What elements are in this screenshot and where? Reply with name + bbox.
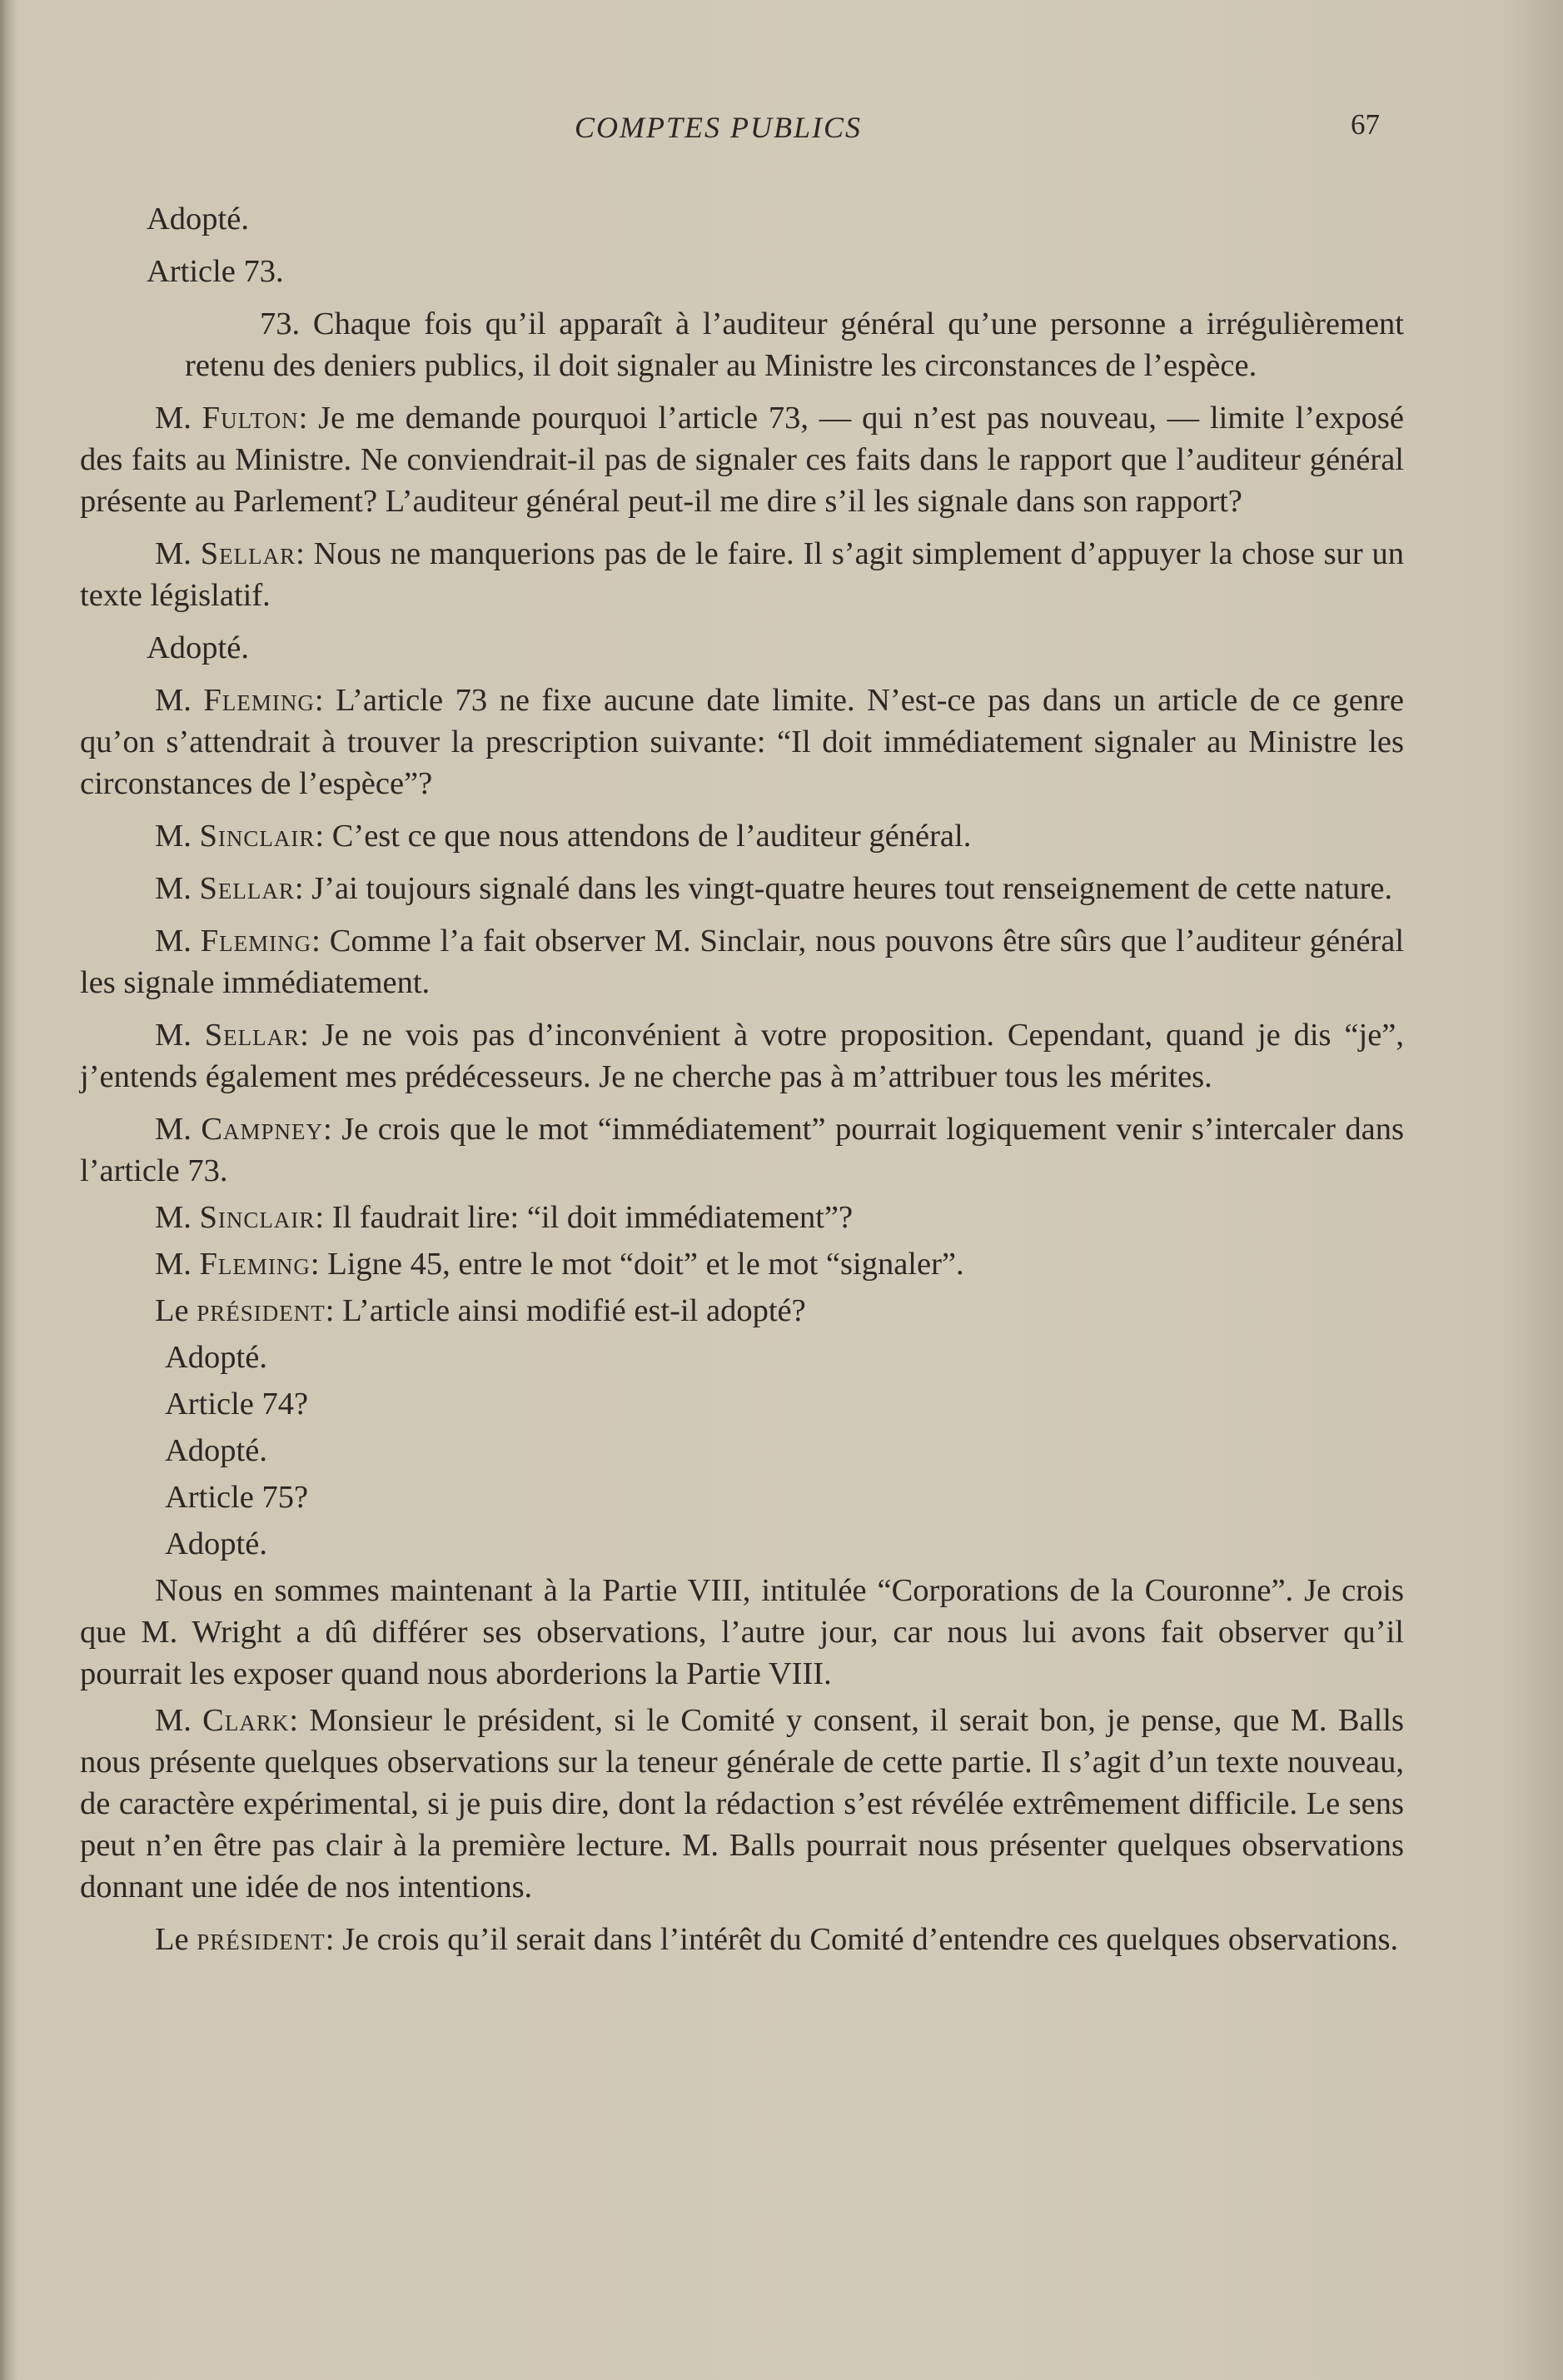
speaker-name: président xyxy=(197,1922,326,1957)
speech-text: L’article 73 ne fixe aucune date limite. N’est-ce pas dans un article de ce genre qu’on s’attendrait à trouver la prescription suivante: “Il doit immédiatement signaler au Ministre les circonstances de l’espèce”? xyxy=(80,683,1404,801)
speech-paragraph: M. Clark: Monsieur le président, si le Comité y consent, il serait bon, je pense, que M. Balls nous présente quelques observations sur la teneur générale de cette partie. Il s’agit d’un texte nouveau, de caractère expérimental, si je puis dire, dont la rédaction s’est révélée extrêmement difficile. Le sens peut n’en être pas clair à la première lecture. M. Balls pourrait nous présenter quelques observations donnant une idée de nos intentions. xyxy=(80,1703,1404,1904)
speech-text: Monsieur le président, si le Comité y consent, il serait bon, je pense, que M. Balls nous présente quelques observations sur la teneur générale de cette partie. Il s’agit d’un texte nouveau, de caractère expérimental, si je puis dire, dont la rédaction s’est révélée extrêmement difficile. Le sens peut n’en être pas clair à la première lecture. M. Balls pourrait nous présenter quelques observations donnant une idée de nos intentions. xyxy=(80,1703,1404,1904)
speaker-name: Sellar xyxy=(200,536,296,571)
running-title: COMPTES PUBLICS xyxy=(575,111,862,144)
speech-text: Je ne vois pas d’inconvénient à votre proposition. Cependant, quand je dis “je”, j’entends également mes prédécesseurs. Je ne cherche pas à m’attribuer tous les mérites. xyxy=(80,1018,1404,1094)
speaker-name: Sellar xyxy=(204,1018,301,1053)
speech-paragraph: M. Fleming: L’article 73 ne fixe aucune date limite. N’est-ce pas dans un article de ce genre qu’on s’attendrait à trouver la prescription suivante: “Il doit immédiatement signaler au Ministre les circonstances de l’espèce”? xyxy=(80,683,1404,801)
speaker-prefix: Le xyxy=(155,1922,189,1957)
speaker-name: Sellar xyxy=(199,871,295,906)
speech-paragraph: M. Fleming: Ligne 45, entre le mot “doit” et le mot “signaler”. xyxy=(155,1247,964,1282)
speaker-name: Fleming xyxy=(200,924,312,958)
speaker-prefix: M. xyxy=(155,924,192,958)
motion-result: Adopté. xyxy=(147,630,249,665)
speaker-name: Clark xyxy=(202,1703,290,1738)
speech-text: Ligne 45, entre le mot “doit” et le mot “signaler”. xyxy=(327,1247,964,1282)
motion-result: Adopté. xyxy=(165,1340,267,1375)
article-heading: Article 73. xyxy=(147,254,284,289)
speaker-prefix: M. xyxy=(155,1018,192,1053)
speaker-prefix: M. xyxy=(155,871,192,906)
speaker-name: Sinclair xyxy=(199,1200,316,1235)
speaker-name: président xyxy=(197,1293,326,1328)
speaker-name: Fleming xyxy=(203,683,315,718)
speech-text: Comme l’a fait observer M. Sinclair, nous pouvons être sûrs que l’auditeur général les signale immédiatement. xyxy=(80,924,1405,1000)
speaker-prefix: M. xyxy=(155,536,192,571)
speech-text: Je crois qu’il serait dans l’intérêt du Comité d’entendre ces quelques observations. xyxy=(342,1922,1399,1957)
speaker-name: Fulton xyxy=(202,401,299,436)
motion-result: Adopté. xyxy=(165,1526,267,1561)
speaker-prefix: M. xyxy=(155,401,192,436)
page-number: 67 xyxy=(1351,108,1380,141)
speech-text: J’ai toujours signalé dans les vingt-quatre heures tout renseignement de cette nature. xyxy=(311,871,1393,906)
page-body xyxy=(80,198,1404,1971)
speaker-prefix: M. xyxy=(155,683,192,718)
speaker-prefix: M. xyxy=(155,1703,192,1738)
speaker-name: Campney xyxy=(201,1112,324,1147)
speaker-prefix: M. xyxy=(155,1200,192,1235)
speech-paragraph: Le président: L’article ainsi modifié est-il adopté? xyxy=(155,1293,806,1328)
speech-paragraph: M. Fulton: Je me demande pourquoi l’article 73, — qui n’est pas nouveau, — limite l’exposé des faits au Ministre. Ne conviendrait-il pas de signaler ces faits dans le rapport que l’auditeur général présente au Parlement? L’auditeur général peut-il me dire s’il les signale dans son rapport? xyxy=(80,401,1404,519)
article-heading: Article 75? xyxy=(165,1480,309,1515)
quoted-article-text: 73. Chaque fois qu’il apparaît à l’auditeur général qu’une personne a irrégulièrement retenu des deniers publics, il doit signaler au Ministre les circonstances de l’espèce. xyxy=(185,306,1404,383)
speech-paragraph: M. Fleming: Comme l’a fait observer M. Sinclair, nous pouvons être sûrs que l’auditeur général les signale immédiatement. xyxy=(80,924,1405,1000)
motion-result: Adopté. xyxy=(147,202,249,237)
speech-paragraph: M. Campney: Je crois que le mot “immédiatement” pourrait logiquement venir s’intercaler dans l’article 73. xyxy=(80,1112,1405,1188)
speech-text: Nous ne manquerions pas de le faire. Il s’agit simplement d’appuyer la chose sur un texte législatif. xyxy=(80,536,1405,613)
narrative-paragraph: Nous en sommes maintenant à la Partie VIII, intitulée “Corporations de la Couronne”. Je crois que M. Wright a dû différer ses observations, l’autre jour, car nous lui avons fait observer qu’il pourrait les exposer quand nous aborderions la Partie VIII. xyxy=(80,1573,1404,1691)
speaker-prefix: M. xyxy=(155,819,192,854)
page-header xyxy=(0,110,1563,152)
speech-text: Je me demande pourquoi l’article 73, — qui n’est pas nouveau, — limite l’exposé des faits au Ministre. Ne conviendrait-il pas de signaler ces faits dans le rapport que l’auditeur général présente au Parlement? L’auditeur général peut-il me dire s’il les signale dans son rapport? xyxy=(80,401,1404,519)
speech-paragraph: M. Sellar: Nous ne manquerions pas de le faire. Il s’agit simplement d’appuyer la chose sur un texte législatif. xyxy=(80,536,1405,613)
motion-result: Adopté. xyxy=(165,1433,267,1468)
speaker-prefix: Le xyxy=(155,1293,189,1328)
speech-paragraph: M. Sellar: J’ai toujours signalé dans les vingt-quatre heures tout renseignement de cette nature. xyxy=(155,871,1393,906)
speech-text: Il faudrait lire: “il doit immédiatement”? xyxy=(331,1200,854,1235)
speech-paragraph: M. Sinclair: Il faudrait lire: “il doit immédiatement”? xyxy=(155,1200,854,1235)
speaker-name: Fleming xyxy=(199,1247,311,1282)
speech-paragraph: M. Sinclair: C’est ce que nous attendons de l’auditeur général. xyxy=(155,819,972,854)
speech-text: C’est ce que nous attendons de l’auditeur général. xyxy=(331,819,972,854)
article-heading: Article 74? xyxy=(165,1387,309,1422)
speaker-name: Sinclair xyxy=(199,819,316,854)
speech-text: L’article ainsi modifié est-il adopté? xyxy=(342,1293,806,1328)
speech-paragraph: M. Sellar: Je ne vois pas d’inconvénient à votre proposition. Cependant, quand je dis “je”, j’entends également mes prédécesseurs. Je ne cherche pas à m’attribuer tous les mérites. xyxy=(80,1018,1404,1094)
speech-text: Je crois que le mot “immédiatement” pourrait logiquement venir s’intercaler dans l’article 73. xyxy=(80,1112,1405,1188)
speaker-prefix: M. xyxy=(155,1247,192,1282)
speech-paragraph: Le président: Je crois qu’il serait dans l’intérêt du Comité d’entendre ces quelques observations. xyxy=(155,1922,1399,1957)
speaker-prefix: M. xyxy=(155,1112,192,1147)
